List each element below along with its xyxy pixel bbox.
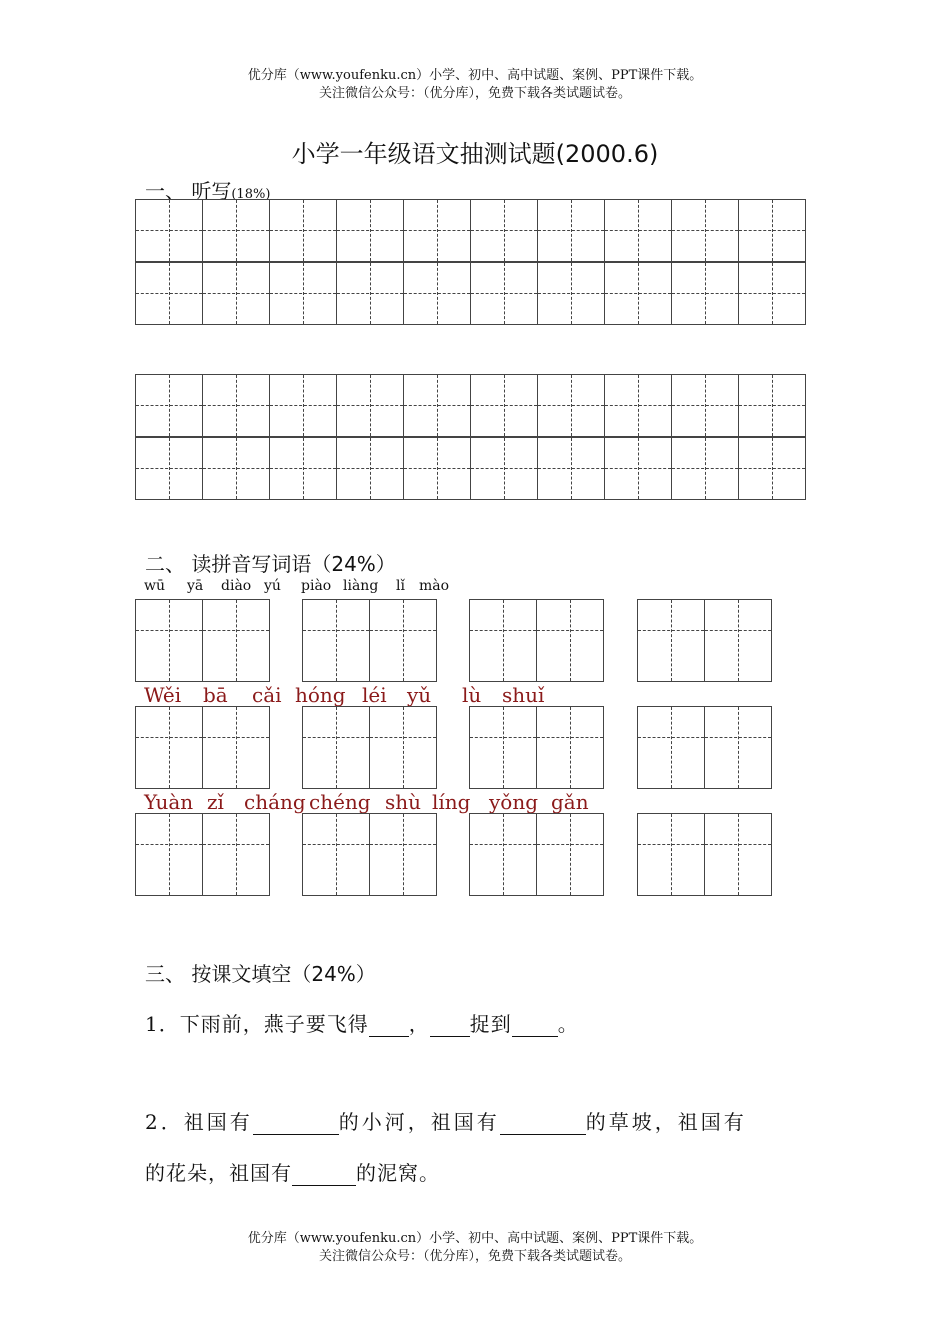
- pinyin: wū: [144, 578, 165, 594]
- grid-cell[interactable]: [671, 200, 738, 261]
- section-1-score: (18%): [231, 187, 271, 202]
- header-line-1: 优分库（www.youfenku.cn）小学、初中、高中试题、案例、PPT课件下载。: [247, 68, 703, 83]
- grid-cell[interactable]: [269, 200, 336, 261]
- pinyin: yú: [264, 578, 281, 594]
- grid-cell[interactable]: [303, 707, 369, 788]
- q2-blank-3[interactable]: [292, 1163, 356, 1186]
- q1-blank-3[interactable]: [512, 1014, 558, 1037]
- grid-cell[interactable]: [738, 200, 805, 261]
- grid-cell[interactable]: [136, 707, 202, 788]
- grid-cell[interactable]: [704, 600, 771, 681]
- pinyin: mào: [419, 578, 450, 594]
- grid-cell[interactable]: [537, 438, 604, 499]
- grid-cell[interactable]: [202, 263, 269, 324]
- header-line-2: 关注微信公众号：（优分库），免费下载各类试题试卷。: [318, 86, 631, 101]
- grid-cell[interactable]: [303, 814, 369, 895]
- word-box-2-2: [302, 706, 437, 789]
- grid-cell[interactable]: [470, 600, 536, 681]
- grid-cell[interactable]: [738, 263, 805, 324]
- grid-cell[interactable]: [202, 814, 269, 895]
- grid-cell[interactable]: [136, 438, 202, 499]
- grid-cell[interactable]: [202, 707, 269, 788]
- grid-cell[interactable]: [403, 263, 470, 324]
- grid-cell[interactable]: [202, 438, 269, 499]
- grid-cell[interactable]: [470, 263, 537, 324]
- pinyin: shuǐ: [502, 683, 545, 707]
- grid-cell[interactable]: [136, 375, 202, 436]
- grid-cell[interactable]: [136, 814, 202, 895]
- grid-cell[interactable]: [369, 707, 436, 788]
- word-box-1-4: [637, 599, 772, 682]
- grid-cell[interactable]: [136, 263, 202, 324]
- grid-cell[interactable]: [671, 375, 738, 436]
- word-box-3-4: [637, 813, 772, 896]
- grid-cell[interactable]: [704, 707, 771, 788]
- section-3-heading: 三、 按课文填空（24%）: [145, 962, 376, 986]
- grid-cell[interactable]: [269, 263, 336, 324]
- word-box-2-3: [469, 706, 604, 789]
- pinyin: yǒng: [489, 790, 539, 814]
- grid-cell[interactable]: [536, 814, 603, 895]
- grid-cell[interactable]: [738, 438, 805, 499]
- pinyin: lù: [462, 683, 482, 707]
- grid-cell[interactable]: [604, 263, 671, 324]
- grid-cell[interactable]: [403, 375, 470, 436]
- word-box-3-1: [135, 813, 270, 896]
- question-1: [145, 1008, 579, 1037]
- pinyin: liàng: [343, 578, 379, 594]
- q2-text-e: 的泥窝。: [356, 1161, 440, 1185]
- pinyin: cháng: [244, 790, 306, 814]
- grid-cell[interactable]: [604, 438, 671, 499]
- footer-line-1: 优分库（www.youfenku.cn）小学、初中、高中试题、案例、PPT课件下载。: [247, 1231, 703, 1246]
- page-title: 小学一年级语文抽测试题(2000.6): [291, 140, 659, 168]
- grid-cell[interactable]: [470, 438, 537, 499]
- pinyin: zǐ: [207, 790, 224, 814]
- pinyin: chéng: [309, 790, 371, 814]
- word-box-1-3: [469, 599, 604, 682]
- grid-cell[interactable]: [638, 707, 704, 788]
- grid-cell[interactable]: [638, 814, 704, 895]
- grid-cell[interactable]: [403, 200, 470, 261]
- grid-cell[interactable]: [671, 438, 738, 499]
- grid-cell[interactable]: [470, 814, 536, 895]
- grid-cell[interactable]: [269, 375, 336, 436]
- grid-cell[interactable]: [470, 200, 537, 261]
- q2-text-a: 2．祖国有: [145, 1110, 253, 1134]
- q1-text-b: ，: [408, 1012, 430, 1036]
- dictation-grid-row-2: [135, 262, 806, 325]
- grid-cell[interactable]: [336, 438, 403, 499]
- dictation-grid-row-1: [135, 199, 806, 262]
- word-box-3-3: [469, 813, 604, 896]
- pinyin: piào: [301, 578, 332, 594]
- grid-cell[interactable]: [136, 200, 202, 261]
- pinyin: yā: [187, 578, 204, 594]
- grid-cell[interactable]: [470, 375, 537, 436]
- grid-cell[interactable]: [336, 263, 403, 324]
- q2-blank-2[interactable]: [500, 1112, 586, 1135]
- pinyin: líng: [432, 790, 471, 814]
- pinyin: Yuàn: [144, 790, 194, 814]
- grid-cell[interactable]: [537, 200, 604, 261]
- section-1-label: 一、 听写: [145, 179, 232, 203]
- grid-cell[interactable]: [536, 600, 603, 681]
- q2-blank-1[interactable]: [253, 1112, 339, 1135]
- pinyin: gǎn: [551, 790, 589, 814]
- word-box-2-4: [637, 706, 772, 789]
- q1-blank-2[interactable]: [430, 1014, 470, 1037]
- grid-cell[interactable]: [704, 814, 771, 895]
- pinyin: Wěi: [144, 683, 182, 707]
- word-box-1-2: [302, 599, 437, 682]
- word-box-1-1: [135, 599, 270, 682]
- grid-cell[interactable]: [202, 200, 269, 261]
- dictation-grid-row-4: [135, 437, 806, 500]
- word-box-2-1: [135, 706, 270, 789]
- pinyin: léi: [362, 683, 387, 707]
- grid-cell[interactable]: [369, 814, 436, 895]
- word-box-3-2: [302, 813, 437, 896]
- q1-text-a: 1．下雨前，燕子要飞得: [145, 1012, 369, 1036]
- grid-cell[interactable]: [536, 707, 603, 788]
- grid-cell[interactable]: [403, 438, 470, 499]
- pinyin: yǔ: [407, 683, 432, 707]
- grid-cell[interactable]: [303, 600, 369, 681]
- grid-cell[interactable]: [537, 375, 604, 436]
- q1-text-c: 捉到: [469, 1012, 512, 1036]
- grid-cell[interactable]: [369, 600, 436, 681]
- grid-cell[interactable]: [202, 375, 269, 436]
- grid-cell[interactable]: [604, 200, 671, 261]
- grid-cell[interactable]: [269, 438, 336, 499]
- grid-cell[interactable]: [136, 600, 202, 681]
- pinyin: cǎi: [252, 683, 282, 707]
- grid-cell[interactable]: [202, 600, 269, 681]
- q2-text-b: 的小河，祖国有: [338, 1110, 500, 1134]
- pinyin: diào: [221, 578, 252, 594]
- pinyin: bā: [203, 683, 228, 707]
- grid-cell[interactable]: [336, 375, 403, 436]
- pinyin: lǐ: [396, 578, 405, 594]
- question-2-line-2: [145, 1157, 440, 1186]
- grid-cell[interactable]: [638, 600, 704, 681]
- question-2-line-1: [145, 1106, 747, 1135]
- grid-cell[interactable]: [537, 263, 604, 324]
- grid-cell[interactable]: [470, 707, 536, 788]
- pinyin: shù: [385, 790, 422, 814]
- grid-cell[interactable]: [671, 263, 738, 324]
- grid-cell[interactable]: [604, 375, 671, 436]
- dictation-grid-row-3: [135, 374, 806, 437]
- footer-line-2: 关注微信公众号：（优分库），免费下载各类试题试卷。: [318, 1249, 631, 1264]
- q2-text-d: 的花朵，祖国有: [145, 1161, 292, 1185]
- q1-blank-1[interactable]: [369, 1014, 409, 1037]
- q2-text-c: 的草坡，祖国有: [585, 1110, 747, 1134]
- grid-cell[interactable]: [738, 375, 805, 436]
- pinyin: hóng: [295, 683, 346, 707]
- grid-cell[interactable]: [336, 200, 403, 261]
- section-2-heading: 二、 读拼音写词语（24%）: [145, 552, 396, 576]
- q1-text-d: 。: [557, 1012, 579, 1036]
